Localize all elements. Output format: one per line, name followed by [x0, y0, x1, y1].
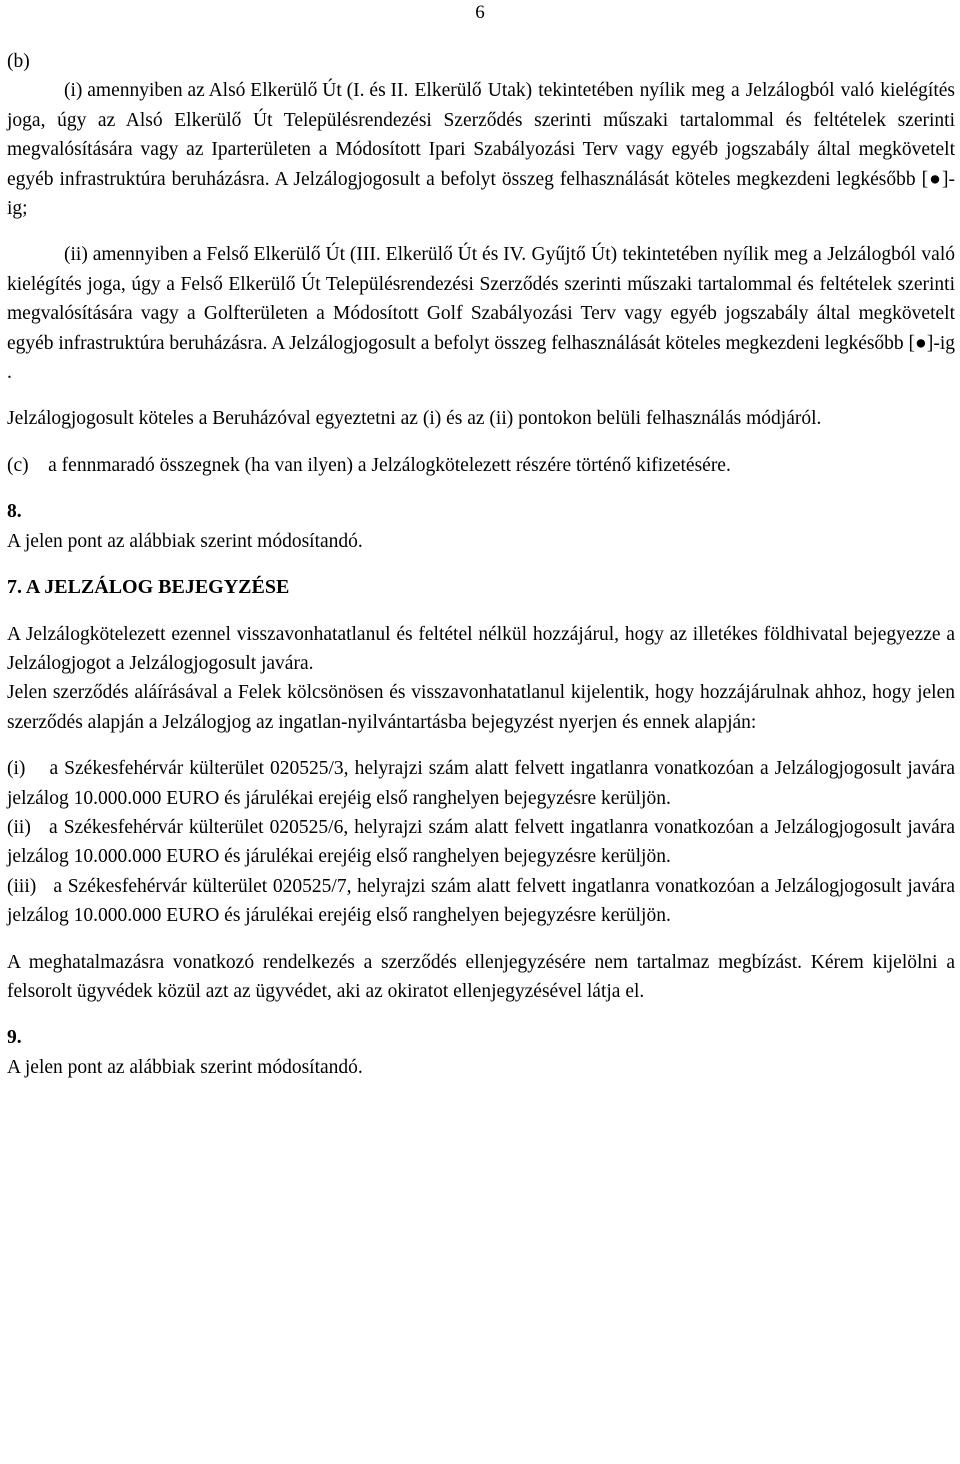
section-b-item-i [7, 76, 955, 223]
page-number: 6 [475, 2, 485, 23]
section-7-item-ii: (ii) a Székesfehérvár külterület 020525/6, helyrajzi szám alatt felvett ingatlanra vonatkozóan a Jelzálogjogosult javára jelzálog 10.000.000 EURO és járulékai erejéig első ranghelyen bejegyzésre kerüljön. [7, 816, 960, 868]
section-b-item-ii-lead: (ii) amennyiben a Felső Elkerülő Út (III. Elkerülő Út és IV. [64, 244, 527, 266]
section-7-power-of-attorney: A meghatalmazásra vonatkozó rendelkezés a szerződés ellenjegyzésére nem tartalmaz megbízást. Kérem kijelölni a felsorolt ügyvédek közül azt az ügyvédet, aki az okiratot ellenjegyzésével látja el. [7, 951, 955, 1002]
section-7-item-iii: (iii) a Székesfehérvár külterület 020525/7, helyrajzi szám alatt felvett ingatlanra vonatkozóan a Jelzálogjogosult javára jelzálog 10.000.000 EURO és járulékai erejéig első ranghelyen bejegyzésre kerüljön. [7, 875, 960, 927]
section-9-number: 9. [7, 1027, 22, 1049]
section-b-item-ii-text: Gyűjtő Út) tekintetében nyílik meg a Jelzálogból való kielégítés joga, úgy a Felső Elkerülő Út Településrendezési Szerződés szerinti műszaki tartalommal és feltételek szerinti megvalósítására vagy a Golfterületen a Módosított Golf Szabályozási Terv vagy egyéb jogszabály által megkövetelt egyéb infrastruktúra beruházásra. A Jelzálogjogosult a befolyt összeg felhasználását köteles megkezdeni legkésőbb [●]-ig . [7, 244, 955, 384]
section-8-number: 8. [7, 501, 22, 523]
section-b-label: (b) [7, 51, 30, 72]
section-b-item-i-lead: (i) amennyiben az Alsó Elkerülő Út (I. és II. [64, 80, 409, 102]
section-7-para-2: Jelen szerződés aláírásával a Felek kölcsönösen és visszavonhatatlanul kijelentik, hogy hozzájárulnak ahhoz, hogy jelen szerződés alapján a Jelzálogjog az ingatlan-nyilvántartásba bejegyzést nyerjen és ennek alapján: [7, 682, 955, 733]
section-7-item-i: (i) a Székesfehérvár külterület 020525/3, helyrajzi szám alatt felvett ingatlanra vonatkozóan a Jelzálogjogosult javára jelzálog 10.000.000 EURO és járulékai erejéig első ranghelyen bejegyzésre kerüljön. [7, 758, 960, 809]
section-c: (c) a fennmaradó összegnek (ha van ilyen) a Jelzálogkötelezett részére történő kifizetésére. [7, 454, 731, 476]
section-7-para-1: A Jelzálogkötelezett ezennel visszavonhatatlanul és feltétel nélkül hozzájárul, hogy az illetékes földhivatal bejegyezze a Jelzálogjogot a Jelzálogjogosult javára. [7, 623, 955, 674]
section-9-text: A jelen pont az alábbiak szerint módosítandó. [7, 1056, 363, 1078]
section-b-coordination: Jelzálogjogosult köteles a Beruházóval egyeztetni az (i) és az (ii) pontokon belüli felhasználás módjáról. [7, 408, 822, 430]
section-7-heading: 7. A JELZÁLOG BEJEGYZÉSE [7, 576, 290, 599]
document-body [7, 47, 960, 1082]
section-8-text: A jelen pont az alábbiak szerint módosítandó. [7, 530, 363, 552]
section-b-item-ii [7, 240, 955, 387]
section-b-item-i-text: Elkerülő Utak) tekintetében nyílik meg a Jelzálogból való kielégítés joga, úgy az Alsó Elkerülő Út Településrendezési Szerződés szerinti műszaki tartalommal és feltételek szerinti megvalósítására vagy az Iparterületen a Módosított Ipari Szabályozási Terv vagy egyéb jogszabály által megkövetelt egyéb infrastruktúra beruházásra. A Jelzálogjogosult a befolyt összeg felhasználását köteles megkezdeni legkésőbb [●]-ig; [7, 80, 956, 220]
